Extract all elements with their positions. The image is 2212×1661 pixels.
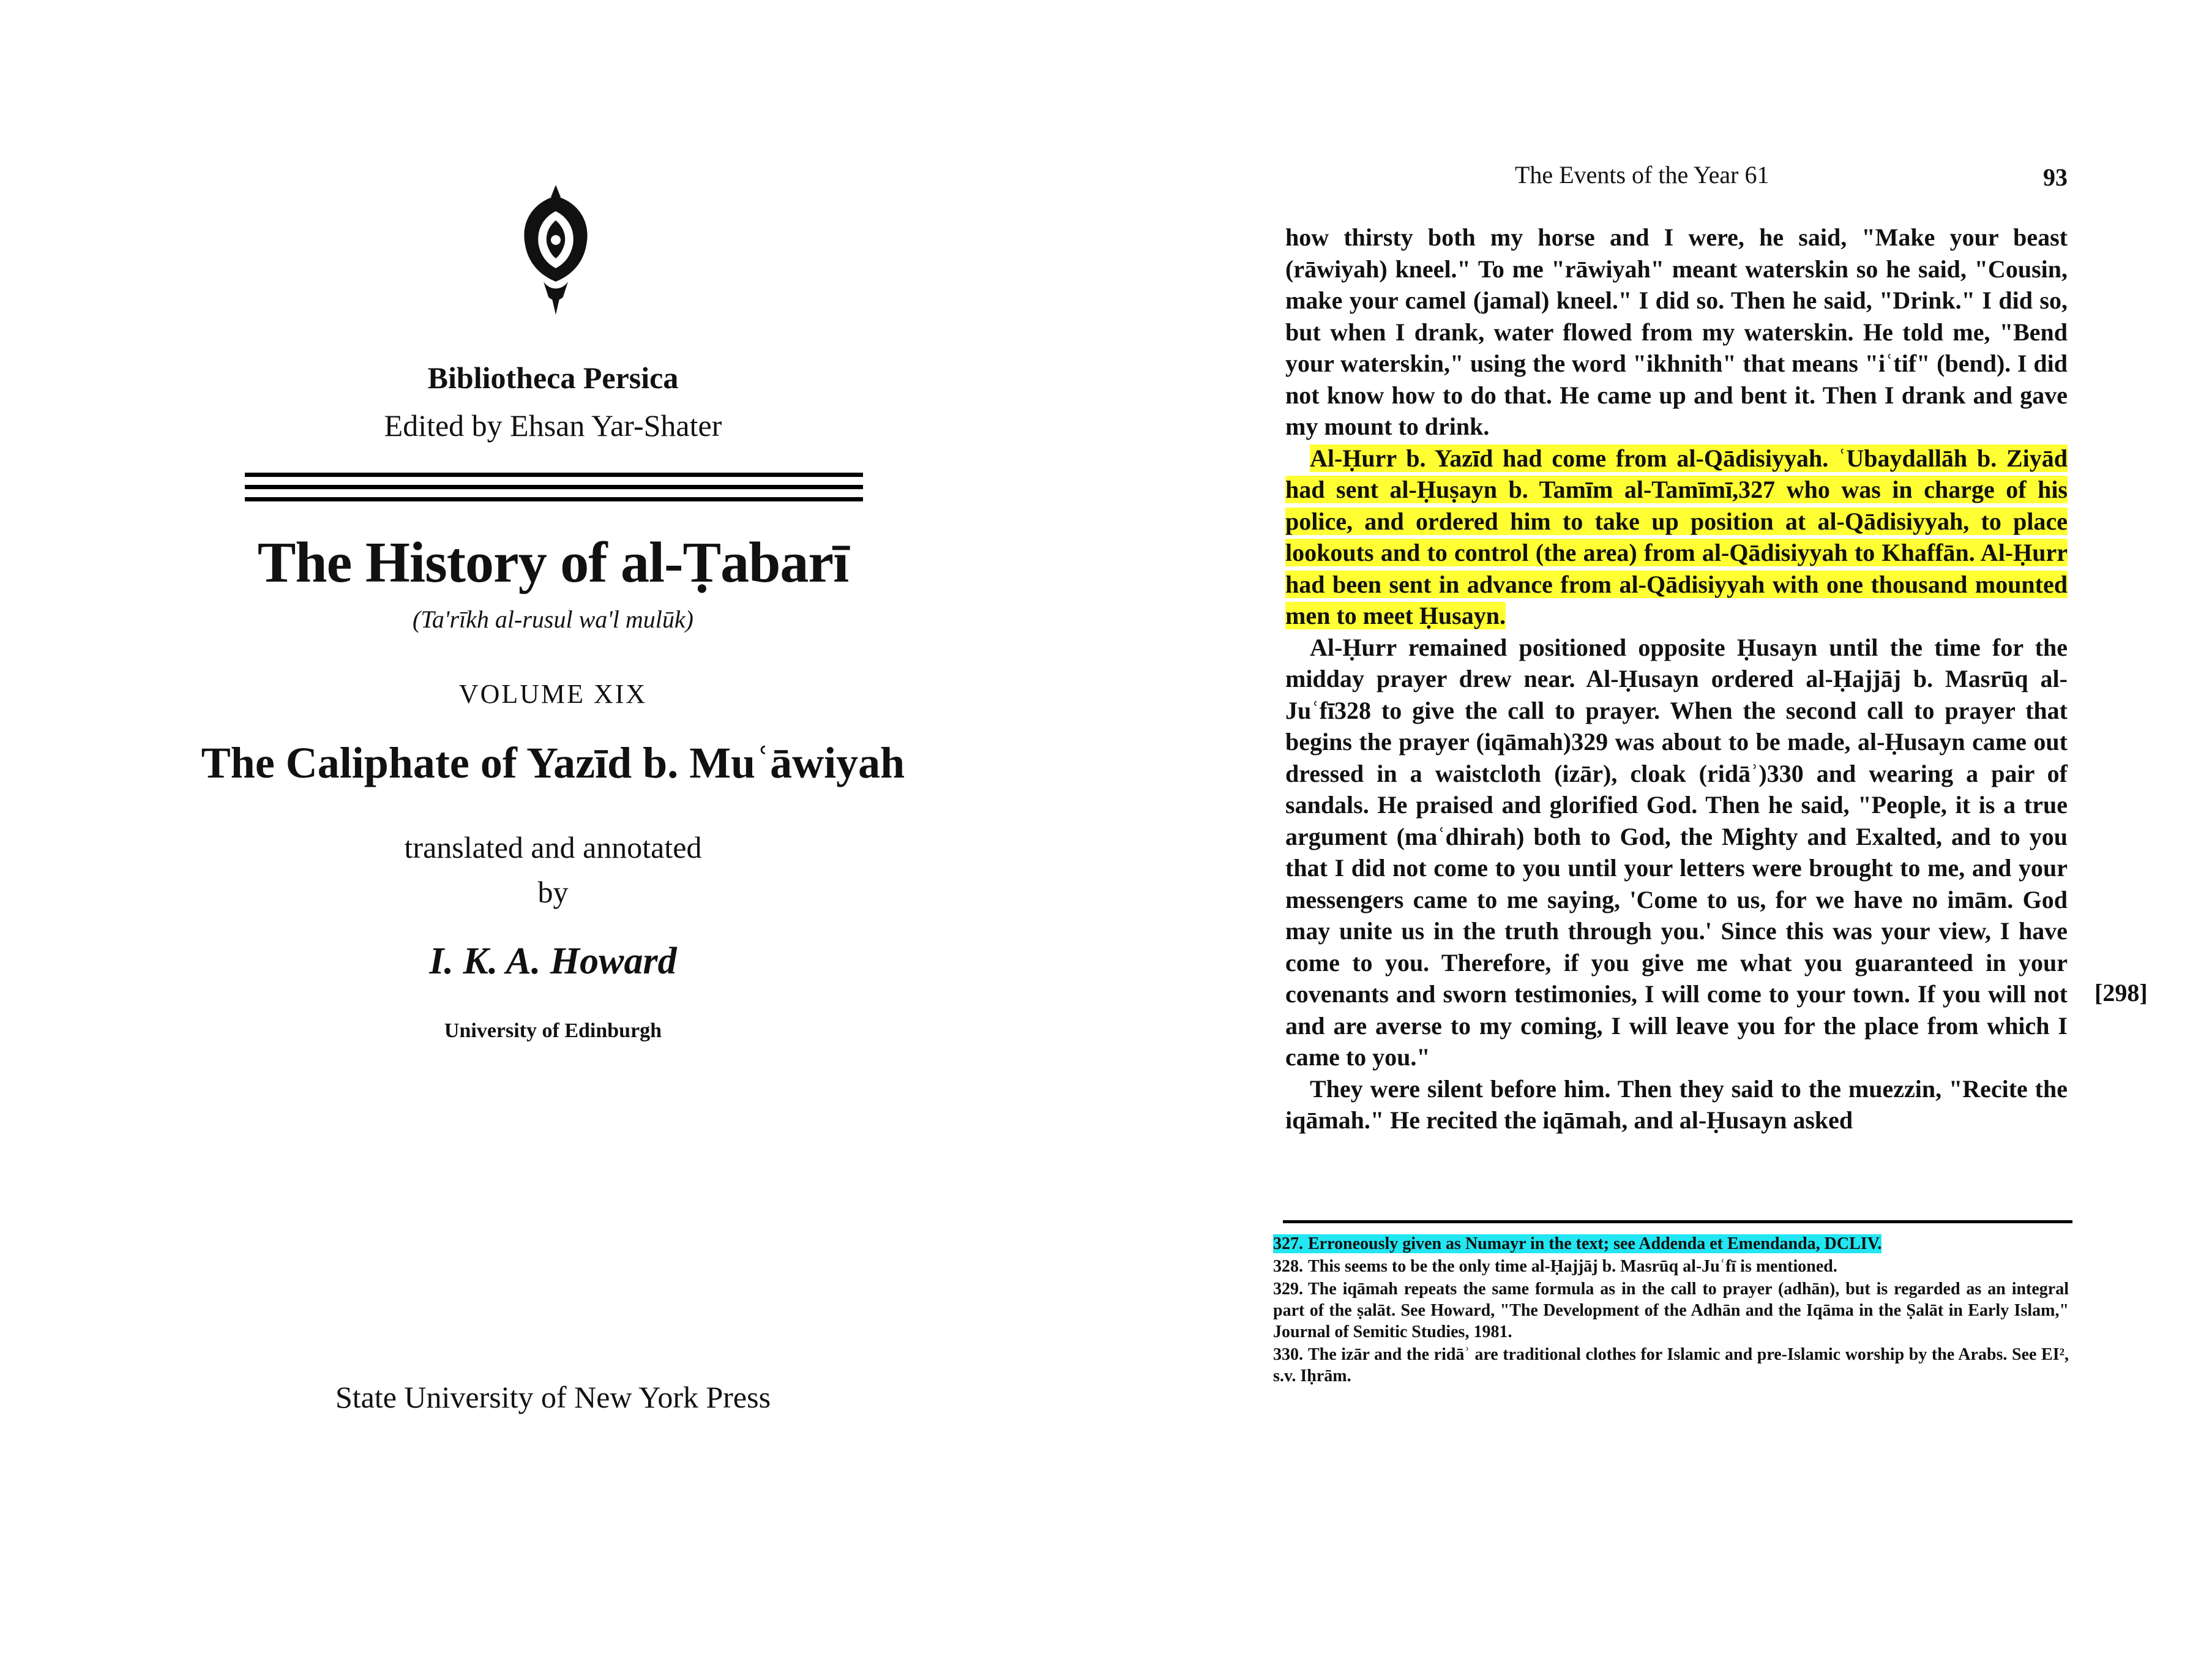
footnote-text: The iqāmah repeats the same formula as in the call to prayer (adhān), but is regarded as an integral part of the ṣalāt. See Howard, "The Development of the Adhān and the Iqāma in the Ṣalāt in Early Islam," Journal of Semitic Studies, 1981. [1273,1280,2069,1341]
footnote [1273,1344,2069,1387]
margin-reference: [298] [2094,979,2148,1007]
footnote-text: The izār and the ridāʾ are traditional clothes for Islamic and pre-Islamic worship by the Arabs. See EI², s.v. Iḥrām. [1273,1345,2069,1385]
translated-line: translated and annotated [404,830,702,864]
publisher: State University of New York Press [335,1380,771,1414]
series-editor: Edited by Ehsan Yar-Shater [384,408,722,443]
page-number: 93 [2043,163,2068,191]
footnote-number: 330. [1273,1345,1303,1364]
yellow-highlight: Al-Ḥurr b. Yazīd had come from al-Qādisiyyah. ʿUbaydallāh b. Ziyād had sent al-Ḥuṣayn b. Tamīm al-Tamīmī,327 who was in charge of his police, and ordered him to take up position at al-Qādisiyyah, to place lookouts and to control (the area) from al-Qādisiyyah to Khaffān. Al-Ḥurr had been sent in advance from al-Qādisiyyah with one thousand mounted men to meet Ḥusayn. [1285,444,2068,629]
title-rules-divider [245,473,863,509]
by-line: by [537,875,569,909]
running-head: The Events of the Year 61 [1515,161,1769,189]
series-title: Bibliotheca Persica [427,361,679,395]
author-name: I. K. A. Howard [429,940,677,982]
highlighted-paragraph [1285,443,2068,632]
book-subtitle: (Ta'rīkh al-rusul wa'l mulūk) [413,606,693,633]
footnote-divider [1283,1220,2072,1223]
footnote-text: Erroneously given as Numayr in the text; see Addenda et Emendanda, DCLIV. [1308,1234,1882,1253]
cyan-highlight [1273,1234,1881,1253]
book-title: The History of al-Ṭabarī [257,531,849,594]
footnotes [1273,1233,2069,1388]
footnote-number: 328. [1273,1257,1303,1276]
paragraph: how thirsty both my horse and I were, he said, "Make your beast (rāwiyah) kneel." To me "rāwiyah" meant waterskin so he said, "Cousin, make your camel (jamal) kneel." I did so. Then he said, "Drink." I did so, but when I drank, water flowed from my waterskin. He told me, "Bend your waterskin," using the word "ikhnith" that means "iʿtif" (bend). I did not know how to do that. He came up and bent it. Then I drank and gave my mount to drink. [1285,223,2068,440]
footnote-number: 329. [1273,1280,1303,1299]
footnote-text: This seems to be the only time al-Ḥajjāj b. Masrūq al-Juʿfī is mentioned. [1308,1257,1837,1276]
footnote [1273,1278,2069,1343]
footnote-number: 327. [1273,1234,1303,1253]
author-affiliation: University of Edinburgh [444,1019,662,1042]
footnote [1273,1256,2069,1277]
footnote [1273,1233,2069,1254]
volume-number: VOLUME XIX [458,679,648,709]
body-text [1285,222,2068,1136]
ornamental-emblem-icon [519,184,592,318]
paragraph: Al-Ḥurr remained positioned opposite Ḥusayn until the time for the midday prayer drew near. Al-Ḥusayn ordered al-Ḥajjāj b. Masrūq al-Juʿfī328 to give the call to prayer. When the second call to prayer that begins the prayer (iqāmah)329 was about to be made, al-Ḥusayn came out dressed in a waistcloth (izār), cloak (ridāʾ)330 and wearing a pair of sandals. He praised and glorified God. Then he said, "People, it is a true argument (maʿdhirah) both to God, the Mighty and Exalted, and to you that I did not come to you until your letters were brought to me, and your messengers came to me saying, 'Come to us, for we have no imām. God may unite us in the truth through you.' Since this was your view, I have come to you. Therefore, if you give me what you guaranteed in your covenants and sworn testimonies, I will come to your town. If you will not and are averse to my coming, I will leave you for the place from which I came to you." [1285,633,2068,1071]
paragraph: They were silent before him. Then they said to the muezzin, "Recite the iqāmah." He recited the iqāmah, and al-Ḥusayn asked [1285,1074,2068,1134]
volume-title: The Caliphate of Yazīd b. Muʿāwiyah [201,738,905,787]
